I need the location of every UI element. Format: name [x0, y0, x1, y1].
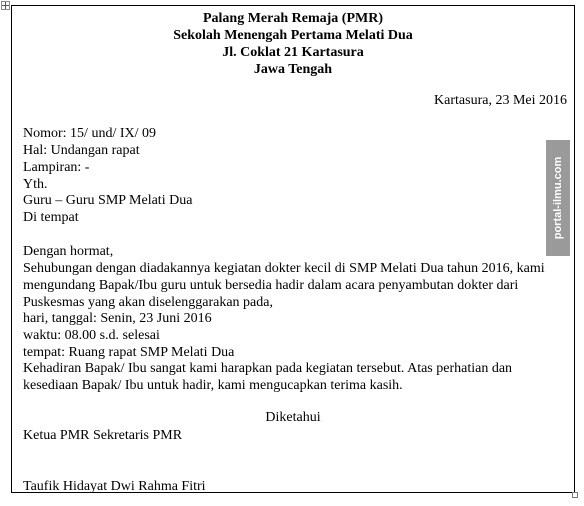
paragraph-1-line-2: mengundang Bapak/Ibu guru untuk bersedia hadir dalam acara penyambutan dokter dari — [23, 278, 519, 293]
letterhead-org: Palang Merah Remaja (PMR) — [202, 11, 383, 26]
watermark-logo — [546, 140, 570, 256]
paragraph-1-line-1: Sehubungan dengan diadakannya kegiatan dokter kecil di SMP Melati Dua tahun 2016, kami — [23, 261, 545, 276]
paragraph-1-line-3: Puskesmas yang akan diselenggarakan pada, — [23, 295, 273, 310]
greeting: Dengan hormat, — [23, 244, 114, 259]
letterhead-school: Sekolah Menengah Pertama Melati Dua — [173, 28, 413, 43]
salutation-yth: Yth. — [23, 177, 48, 192]
letter-subject: Hal: Undangan rapat — [23, 143, 140, 158]
place-date: Kartasura, 23 Mei 2016 — [434, 93, 567, 108]
letterhead-address: Jl. Coklat 21 Kartasura — [222, 45, 364, 60]
resize-handle[interactable] — [572, 492, 578, 498]
letterhead-province: Jawa Tengah — [253, 62, 333, 77]
event-date: hari, tanggal: Senin, 23 Juni 2016 — [23, 311, 212, 326]
event-time: waktu: 08.00 s.d. selesai — [23, 328, 160, 343]
watermark-text: portal-ilmu.com — [552, 156, 564, 240]
object-anchor-icon[interactable] — [1, 1, 10, 10]
paragraph-2-line-1: Kehadiran Bapak/ Ibu sangat kami harapkan pada kegiatan tersebut. Atas perhatian dan — [23, 361, 513, 376]
letter-number: Nomor: 15/ und/ IX/ 09 — [23, 126, 156, 141]
acknowledged-label: Diketahui — [265, 410, 321, 425]
paragraph-2-line-2: kesediaan Bapak/ Ibu untuk hadir, kami mengucapkan terima kasih. — [23, 378, 403, 393]
event-venue: tempat: Ruang rapat SMP Melati Dua — [23, 345, 235, 360]
recipient-place: Di tempat — [23, 210, 79, 225]
signature-titles: Ketua PMR Sekretaris PMR — [23, 428, 183, 443]
letter-attachment: Lampiran: - — [23, 160, 90, 175]
signature-names: Taufik Hidayat Dwi Rahma Fitri — [23, 479, 206, 494]
recipient: Guru – Guru SMP Melati Dua — [23, 193, 193, 208]
